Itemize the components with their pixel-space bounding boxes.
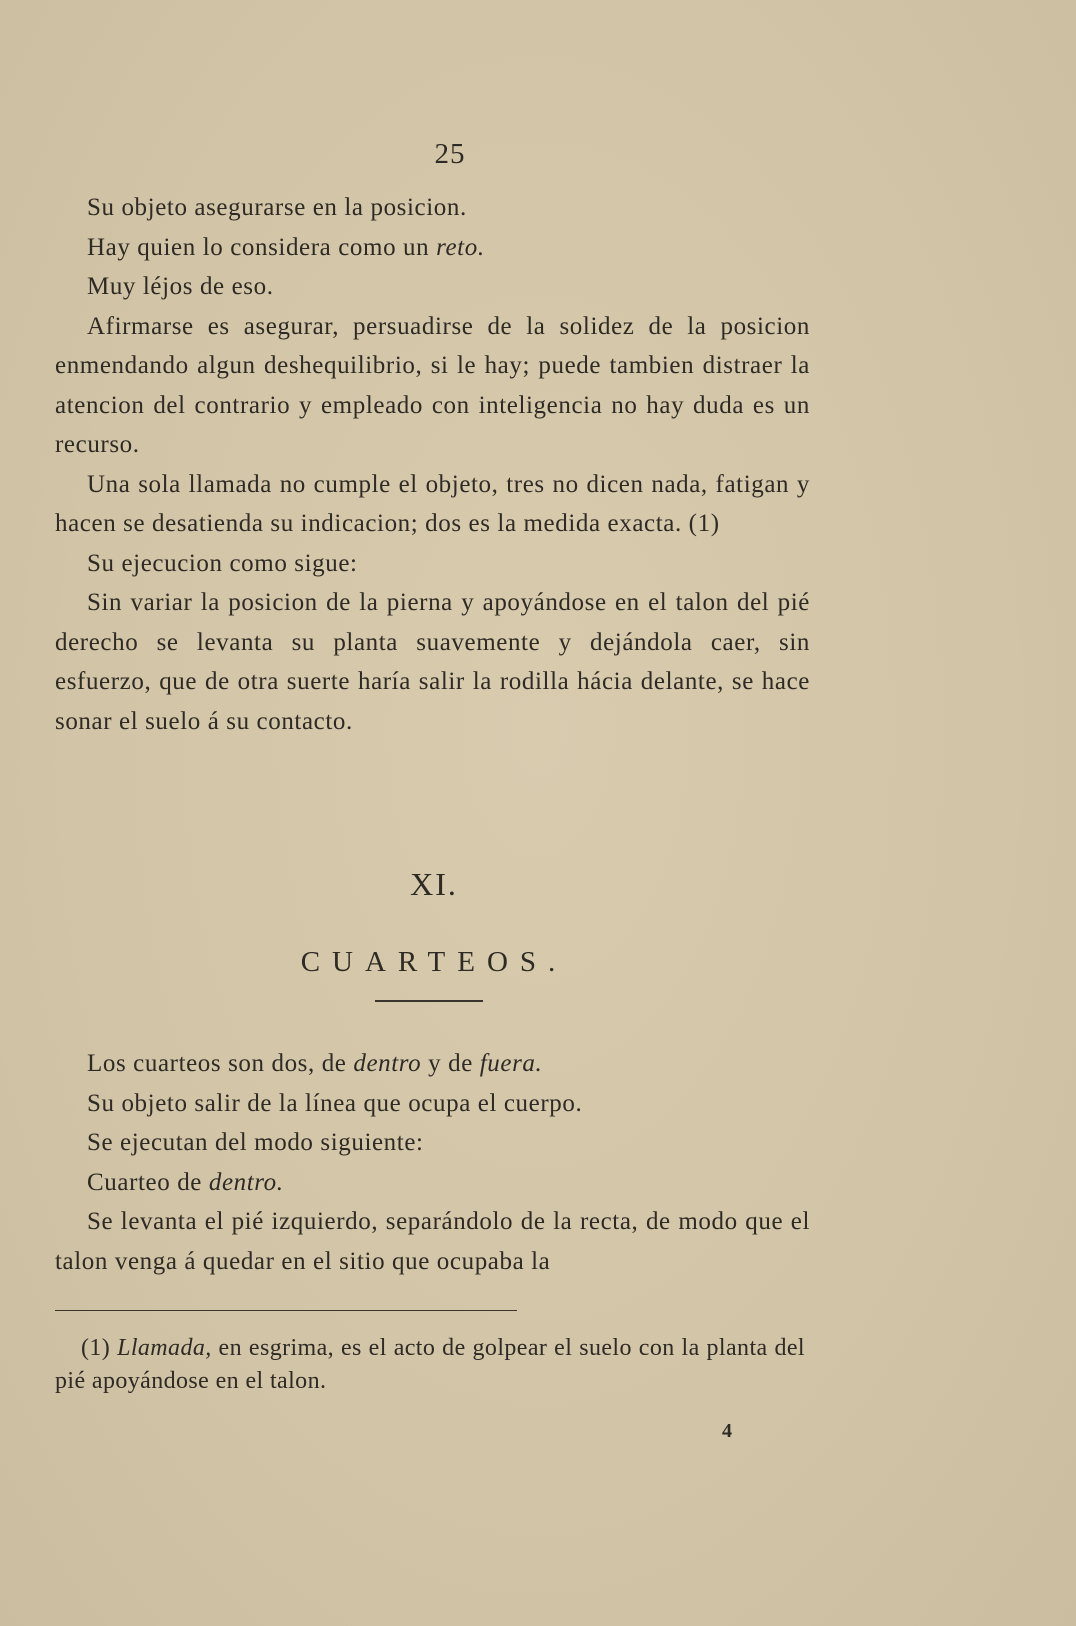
footnote-divider bbox=[55, 1310, 517, 1311]
text-run: Los cuarteos son dos, de bbox=[87, 1050, 354, 1077]
paragraph bbox=[55, 1202, 810, 1281]
paragraph bbox=[55, 1163, 810, 1203]
text-run: y de bbox=[421, 1050, 480, 1077]
text-run: Su objeto asegurarse en la posicion. bbox=[87, 194, 467, 221]
text-run: Su ejecucion como sigue: bbox=[87, 549, 358, 577]
text-run: Hay quien lo considera como un bbox=[87, 233, 437, 261]
paragraph bbox=[55, 307, 810, 465]
paragraph bbox=[55, 228, 810, 268]
footnote bbox=[55, 1332, 805, 1398]
italic-run: reto. bbox=[436, 233, 485, 261]
paragraph bbox=[55, 465, 810, 544]
text-run: Muy léjos de eso. bbox=[87, 273, 274, 300]
paragraph bbox=[55, 1084, 810, 1124]
chapter-title: CUARTEOS. bbox=[300, 946, 568, 978]
title-underline bbox=[375, 1000, 483, 1002]
paragraph bbox=[55, 1332, 805, 1398]
text-run: Cuarteo de bbox=[87, 1168, 209, 1196]
paragraph bbox=[55, 583, 810, 741]
italic-run: fuera. bbox=[479, 1050, 543, 1077]
italic-run: dentro bbox=[353, 1050, 422, 1077]
paragraph bbox=[55, 1044, 810, 1084]
text-run: Una sola llamada no cumple el objeto, tres no dicen nada, fatigan y hacen se desatienda su indicacion; dos es la medida exacta. (1) bbox=[55, 470, 810, 537]
paragraph bbox=[55, 544, 810, 584]
text-run: Sin variar la posicion de la pierna y apoyándose en el talon del pié derecho se levanta su planta suavemente y dejándola caer, sin esfuerzo, que de otra suerte haría salir la rodilla hácia delante, se hace sonar el suelo á su contacto. bbox=[55, 589, 810, 735]
text-run: Se ejecutan del modo siguiente: bbox=[87, 1129, 424, 1156]
text-run: Se levanta el pié izquierdo, separándolo de la recta, de modo que el talon venga á quedar en el sitio que ocupaba la bbox=[55, 1208, 810, 1275]
paragraph bbox=[55, 188, 810, 228]
page-number: 25 bbox=[434, 138, 466, 170]
italic-run: Llamada, bbox=[117, 1335, 212, 1361]
paragraph bbox=[55, 267, 810, 307]
text-run: Afirmarse es asegurar, persuadirse de la solidez de la posicion enmendando algun deshequilibrio, si le hay; puede tambien distraer la atencion del contrario y empleado con inteligencia no hay duda es un recurso. bbox=[55, 312, 810, 458]
text-run: Su objeto salir de la línea que ocupa el cuerpo. bbox=[87, 1089, 583, 1117]
italic-run: dentro. bbox=[208, 1168, 284, 1196]
body-text-section-two bbox=[55, 1044, 810, 1281]
paragraph bbox=[55, 1123, 810, 1163]
chapter-number: XI. bbox=[410, 866, 458, 902]
body-text-section-one bbox=[55, 188, 810, 741]
text-run: (1) bbox=[81, 1335, 118, 1361]
printer-signature-mark: 4 bbox=[722, 1420, 732, 1442]
text-run: en esgrima, es el acto de golpear el suelo con la planta del pié apoyándose en el talon. bbox=[55, 1335, 805, 1394]
